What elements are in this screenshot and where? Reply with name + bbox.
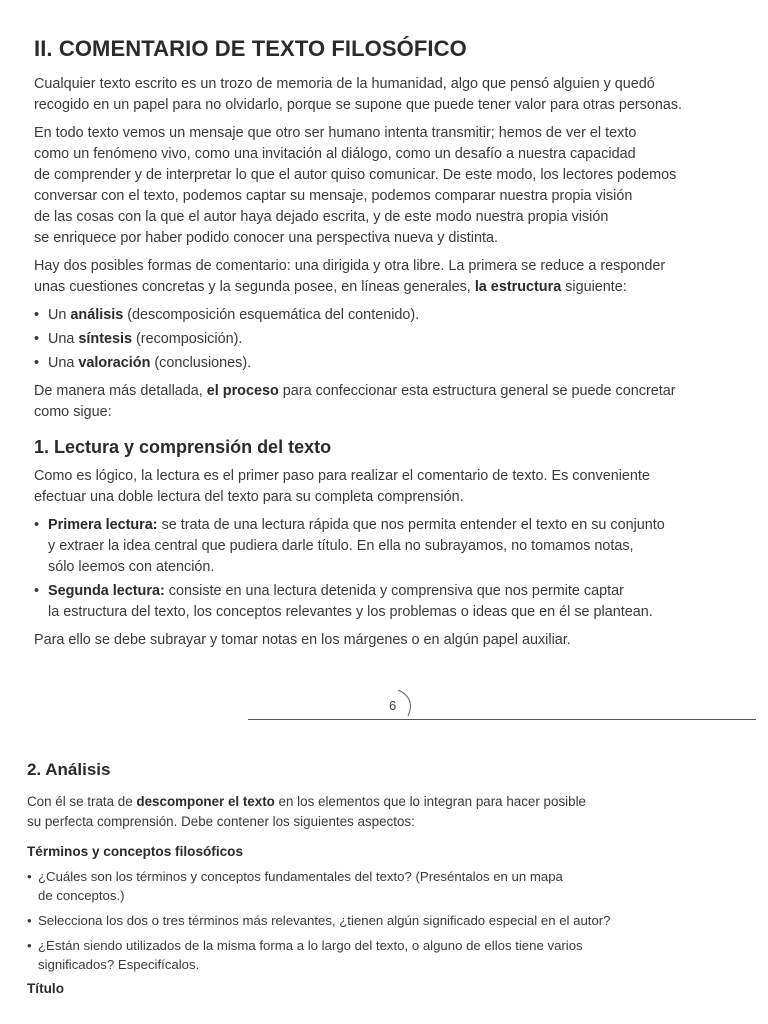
- list-item-second-reading: • Segunda lectura: consiste en una lectura detenida y comprensiva que nos permite captar la estructura del texto, los conceptos relevantes y los problemas o ideas que en él se plantean.: [34, 583, 653, 620]
- page-number: 6: [389, 698, 397, 713]
- bullet-icon: •: [34, 517, 40, 533]
- list-item: • Un análisis (descomposición esquemática del contenido).: [34, 305, 746, 326]
- structure-list: [34, 305, 746, 374]
- questions-list: [27, 867, 747, 974]
- list-item: • Una valoración (conclusiones).: [34, 353, 746, 374]
- bullet-icon: •: [34, 355, 40, 371]
- subheading-title: Título: [27, 981, 64, 996]
- paragraph-analysis-intro: Con él se trata de descomponer el texto en los elementos que lo integran para hacer posible su perfecta comprensión. Debe contener los siguientes aspectos:: [27, 794, 586, 829]
- reading-list: [34, 515, 746, 623]
- bullet-icon: •: [27, 913, 32, 928]
- page-content-bottom: [27, 760, 747, 1004]
- paragraph-forms: Hay dos posibles formas de comentario: una dirigida y otra libre. La primera se reduce a responder unas cuestiones concretas y la segunda posee, en líneas generales, la estructura siguiente:: [34, 258, 666, 295]
- page-number-arc-icon: [396, 688, 418, 718]
- list-item: • ¿Están siendo utilizados de la misma forma a lo largo del texto, o alguno de ellos tiene varios significados? Especifícalos.: [27, 938, 583, 972]
- paragraph-process: De manera más detallada, el proceso para confeccionar esta estructura general se puede concretar como sigue:: [34, 383, 676, 420]
- paragraph-closing: Para ello se debe subrayar y tomar notas en los márgenes o en algún papel auxiliar.: [34, 632, 571, 648]
- list-item: • Una síntesis (recomposición).: [34, 329, 746, 350]
- page-title: II. COMENTARIO DE TEXTO FILOSÓFICO: [34, 36, 467, 61]
- bullet-icon: •: [34, 307, 40, 323]
- bullet-icon: •: [34, 331, 40, 347]
- list-item: • Selecciona los dos o tres términos más relevantes, ¿tienen algún significado especial en el autor?: [27, 913, 611, 928]
- footer-divider: [248, 719, 756, 720]
- section-heading-analysis: 2. Análisis: [27, 760, 111, 779]
- paragraph-intro: Cualquier texto escrito es un trozo de memoria de la humanidad, algo que pensó alguien y quedó recogido en un papel para no olvidarlo, porque se supone que puede tener valor para otras personas.: [34, 76, 683, 113]
- list-item-first-reading: • Primera lectura: se trata de una lectura rápida que nos permita entender el texto en su conjunto y extraer la idea central que pudiera darle título. En ella no subrayamos, no tomamos notas, sólo leemos con atención.: [34, 517, 665, 575]
- page-content-top: [34, 36, 746, 658]
- subheading-terms: Términos y conceptos filosóficos: [27, 844, 244, 859]
- bullet-icon: •: [27, 938, 32, 953]
- list-item: • ¿Cuáles son los términos y conceptos fundamentales del texto? (Preséntalos en un mapa de conceptos.): [27, 869, 563, 903]
- bullet-icon: •: [34, 583, 40, 599]
- bullet-icon: •: [27, 869, 32, 884]
- paragraph-message: En todo texto vemos un mensaje que otro ser humano intenta transmitir; hemos de ver el texto como un fenómeno vivo, como una invitación al diálogo, como un desafío a nuestra capacidad de comprender y de interpretar lo que el autor quiso comunicar. De este modo, los lectores podemos conversar con el texto, podemos captar su mensaje, podemos comparar nuestra propia visión de las cosas con la que el autor haya dejado escrita, y de este modo nuestra propia visión se enriquece por haber podido conocer una perspectiva nueva y distinta.: [34, 125, 677, 246]
- paragraph-reading-intro: Como es lógico, la lectura es el primer paso para realizar el comentario de texto. Es conveniente efectuar una doble lectura del texto para su completa comprensión.: [34, 468, 650, 505]
- section-heading-reading: 1. Lectura y comprensión del texto: [34, 437, 332, 457]
